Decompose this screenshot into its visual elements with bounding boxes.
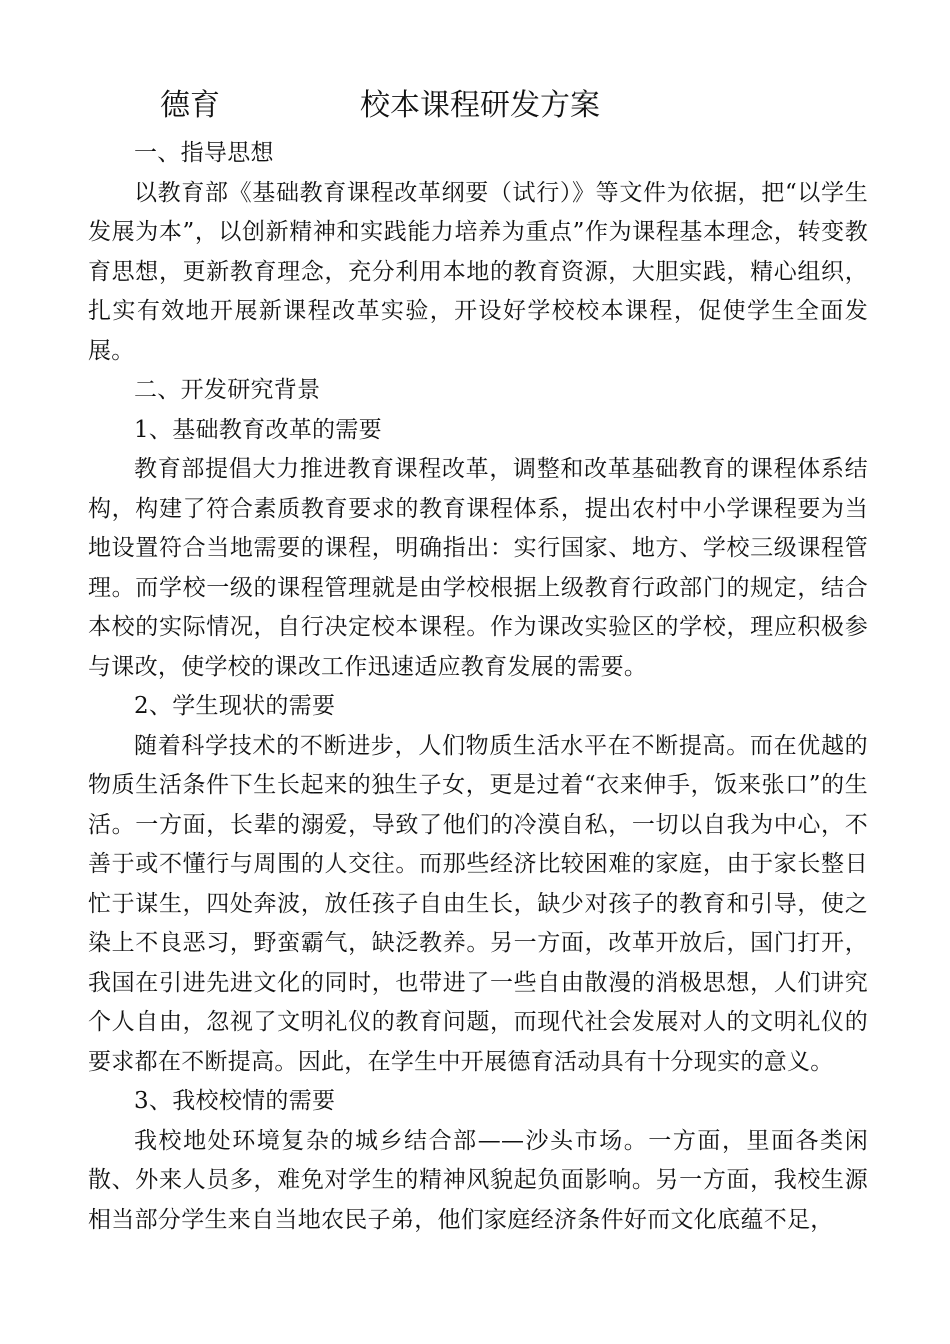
document-title <box>88 78 868 134</box>
title-left: 德育 <box>160 88 220 123</box>
paragraph-guiding-thought: 以教育部《基础教育课程改革纲要（试行）》等文件为依据，把“以学生发展为本”，以创新精神和实践能力培养为重点”作为课程基本理念，转变教育思想，更新教育理念，充分利用本地的教育资源，大胆实践，精心组织，扎实有效地开展新课程改革实验，开设好学校校本课程，促使学生全面发展。 <box>88 179 868 364</box>
paragraph-student-need: 随着科学技术的不断进步，人们物质生活水平在不断提高。而在优越的物质生活条件下生长起来的独生子女，更是过着“衣来伸手，饭来张口”的生活。一方面，长辈的溺爱，导致了他们的冷漠自私，一切以自我为中心，不善于或不懂行与周围的人交往。而那些经济比较困难的家庭，由于家长整日忙于谋生，四处奔波，放任孩子自由生长，缺少对孩子的教育和引导，使之染上不良恶习，野蛮霸气，缺泛教养。另一方面，改革开放后，国门打开，我国在引进先进文化的同时，也带进了一些自由散漫的消极思想，人们讲究个人自由，忽视了文明礼仪的教育问题，而现代社会发展对人的文明礼仪的要求都在不断提高。因此，在学生中开展德育活动具有十分现实的意义。 <box>88 732 868 1075</box>
paragraph-school-need: 我校地处环境复杂的城乡结合部——沙头市场。一方面，里面各类闲散、外来人员多，难免对学生的精神风貌起负面影响。另一方面，我校生源相当部分学生来自当地农民子弟，他们家庭经济条件好而文化底蕴不足， <box>88 1127 868 1233</box>
heading-background: 二、开发研究背景 <box>134 377 321 403</box>
paragraph-reform-need: 教育部提倡大力推进教育课程改革，调整和改革基础教育的课程体系结构，构建了符合素质教育要求的教育课程体系，提出农村中小学课程要为当地设置符合当地需要的课程，明确指出：实行国家、地方、学校三级课程管理。而学校一级的课程管理就是由学校根据上级教育行政部门的规定，结合本校的实际情况，自行决定校本课程。作为课改实验区的学校，理应积极参与课改，使学校的课改工作迅速适应教育发展的需要。 <box>88 456 868 680</box>
heading-guiding-thought: 一、指导思想 <box>134 140 274 166</box>
document-page <box>88 78 868 1240</box>
subheading-reform-need: 1、基础教育改革的需要 <box>134 416 382 443</box>
subheading-student-need: 2、学生现状的需要 <box>134 693 336 719</box>
subheading-school-need: 3、我校校情的需要 <box>134 1088 336 1114</box>
title-right: 校本课程研发方案 <box>360 88 600 123</box>
document-body <box>88 134 868 1240</box>
